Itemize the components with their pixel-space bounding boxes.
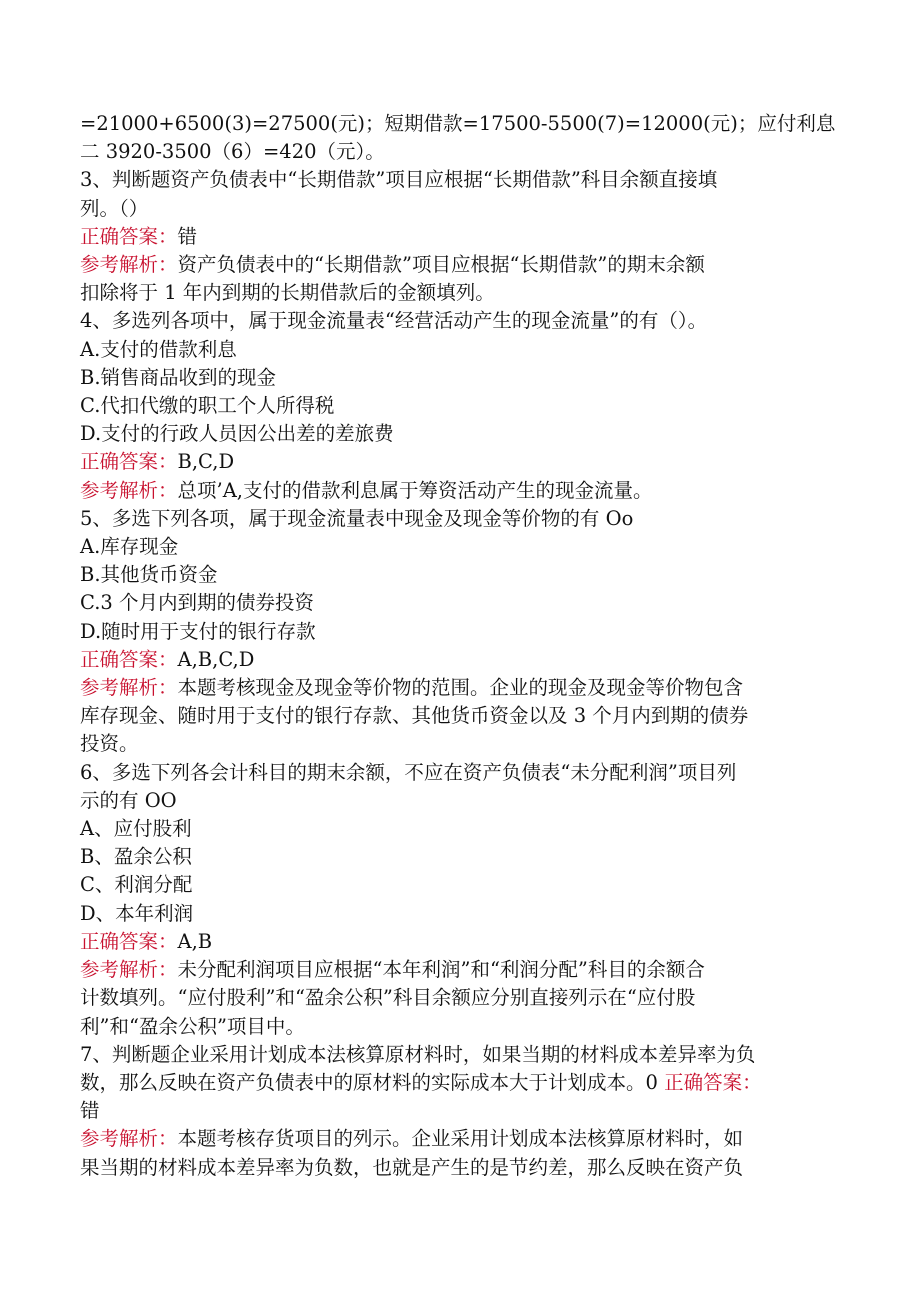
q5-option-a: A.库存现金 xyxy=(80,535,179,559)
answer-label: 正确答案： xyxy=(80,929,178,953)
answer-label: 正确答案： xyxy=(80,450,178,474)
document-body xyxy=(80,110,840,1182)
analysis-label: 参考解析： xyxy=(80,676,178,700)
q6-analysis-line-1 xyxy=(80,956,840,984)
answer-label: 正确答案： xyxy=(80,647,178,671)
analysis-text: 资产负债表中的“长期借款”项目应根据“长期借款”的期末余额 xyxy=(177,253,705,277)
q7-stem-line-1: 7、判断题企业采用计划成本法核算原材料时，如果当期的材料成本差异率为负 xyxy=(80,1042,756,1066)
stem-text: 数，那么反映在资产负债表中的原材料的实际成本大于计划成本。0 xyxy=(80,1070,665,1094)
q4-option-c: C.代扣代缴的职工个人所得税 xyxy=(80,394,335,418)
q7-analysis-line-2: 果当期的材料成本差异率为负数，也就是产生的是节约差，那么反映在资产负 xyxy=(80,1155,744,1179)
analysis-label: 参考解析： xyxy=(80,1127,178,1151)
q4-stem: 4、多选列各项中，属于现金流量表“经营活动产生的现金流量”的有（）。 xyxy=(80,309,708,333)
intro-line-2: 二 3920-3500（6）=420（元）。 xyxy=(80,140,385,164)
analysis-label: 参考解析： xyxy=(80,253,178,277)
q6-analysis-line-2: 计数填列。“应付股利”和“盈余公积”科目余额应分别直接列示在“应付股 xyxy=(80,986,696,1010)
q6-stem-line-2: 示的有 OO xyxy=(80,788,177,812)
q7-stem-line-2 xyxy=(80,1069,840,1097)
answer-value: 错 xyxy=(177,224,198,248)
q5-option-b: B.其他货币资金 xyxy=(80,563,218,587)
q5-analysis-line-1 xyxy=(80,674,840,702)
answer-value: A,B xyxy=(177,929,213,953)
answer-label: 正确答案： xyxy=(664,1070,762,1094)
q7-answer-value: 错 xyxy=(80,1099,100,1123)
answer-value: B,C,D xyxy=(177,450,235,474)
answer-label: 正确答案： xyxy=(80,224,178,248)
analysis-label: 参考解析： xyxy=(80,958,178,982)
q4-option-d: D.支付的行政人员因公出差的差旅费 xyxy=(80,422,394,446)
intro-line-1: =21000+6500(3)=27500(元)；短期借款=17500-5500(7)=12000(元)；应付利息 xyxy=(80,112,836,135)
q5-analysis-line-3: 投资。 xyxy=(80,732,139,756)
q4-option-b: B.销售商品收到的现金 xyxy=(80,365,277,389)
q3-stem-line-2: 列。（） xyxy=(80,196,149,220)
q6-option-c: C、利润分配 xyxy=(80,873,193,897)
q4-option-a: A.支付的借款利息 xyxy=(80,337,237,361)
q6-option-a: A、应付股利 xyxy=(80,817,192,841)
q3-analysis-line-1 xyxy=(80,251,840,279)
q3-answer xyxy=(80,223,840,251)
q6-stem-line-1: 6、多选下列各会计科目的期末余额，不应在资产负债表“未分配利润”项目列 xyxy=(80,760,737,784)
q6-analysis-line-3: 利”和“盈余公积”项目中。 xyxy=(80,1014,305,1038)
q3-analysis-line-2: 扣除将于 1 年内到期的长期借款后的金额填列。 xyxy=(80,281,495,305)
q5-analysis-line-2: 库存现金、随时用于支付的银行存款、其他货币资金以及 3 个月内到期的债券 xyxy=(80,704,749,728)
q4-analysis-line-1 xyxy=(80,477,840,505)
analysis-text: 本题考核现金及现金等价物的范围。企业的现金及现金等价物包含 xyxy=(177,676,744,700)
analysis-text: 总项’A,支付的借款利息属于筹资活动产生的现金流量。 xyxy=(177,478,653,502)
q3-stem-line-1: 3、判断题资产负债表中“长期借款”项目应根据“长期借款”科目余额直接填 xyxy=(80,168,718,192)
q5-stem: 5、多选下列各项，属于现金流量表中现金及现金等价物的有 Oo xyxy=(80,506,634,530)
q6-answer xyxy=(80,928,840,956)
answer-value: A,B,C,D xyxy=(177,647,255,671)
q4-answer xyxy=(80,448,840,476)
q5-option-c: C.3 个月内到期的债券投资 xyxy=(80,591,315,615)
analysis-text: 本题考核存货项目的列示。企业采用计划成本法核算原材料时，如 xyxy=(177,1127,744,1151)
q5-option-d: D.随时用于支付的银行存款 xyxy=(80,619,316,643)
analysis-label: 参考解析： xyxy=(80,478,178,502)
q6-option-b: B、盈余公积 xyxy=(80,845,192,869)
q5-answer xyxy=(80,646,840,674)
q7-analysis-line-1 xyxy=(80,1125,840,1153)
q6-option-d: D、本年利润 xyxy=(80,901,194,925)
analysis-text: 未分配利润项目应根据“本年利润”和“利润分配”科目的余额合 xyxy=(177,958,705,982)
